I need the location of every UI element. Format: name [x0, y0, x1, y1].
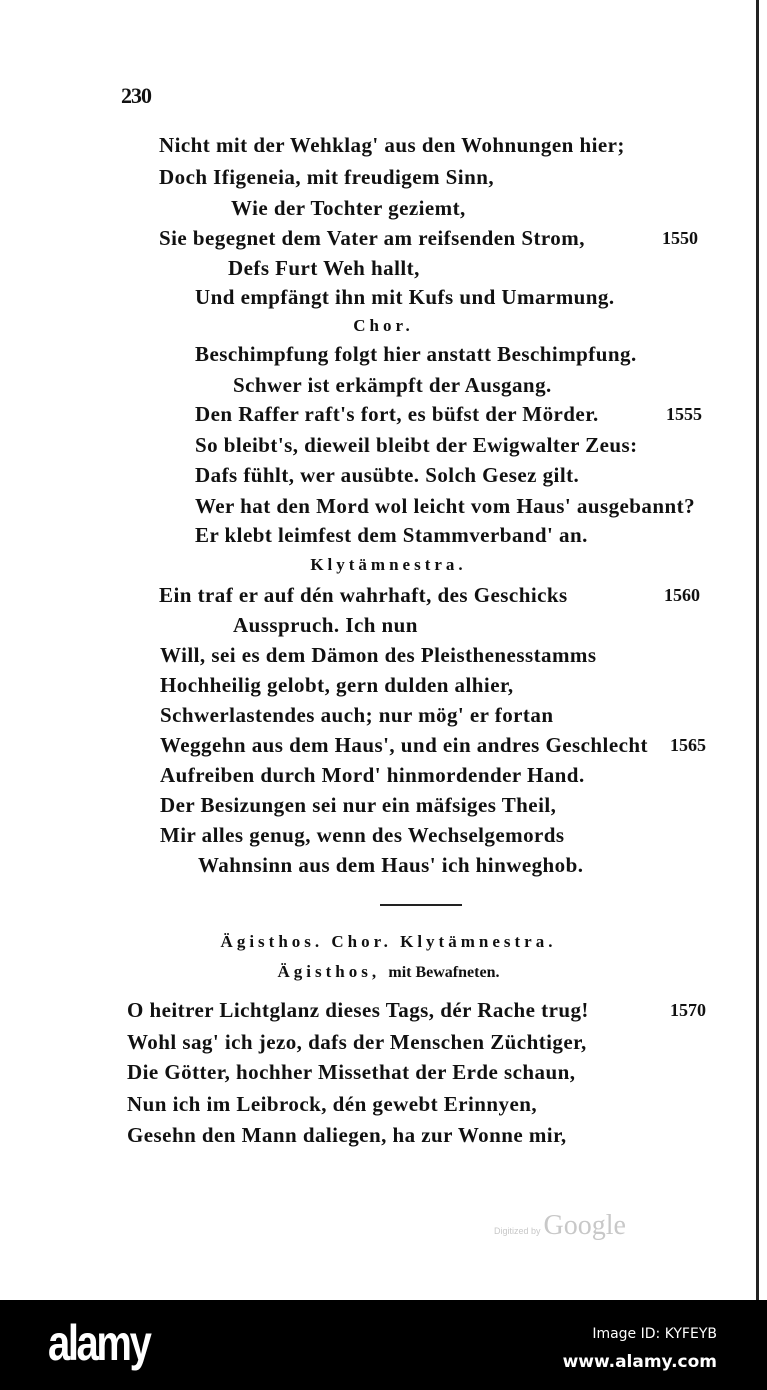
verse-line: Ausspruch. Ich nun	[233, 613, 418, 637]
google-logo: Google	[543, 1210, 626, 1241]
line-number: 1555	[666, 404, 702, 424]
verse-line: Schwer ist erkämpft der Ausgang.	[233, 373, 552, 397]
verse-line: Nicht mit der Wehklag' aus den Wohnungen hier;	[159, 133, 625, 157]
digitized-by-label: Digitized by	[494, 1226, 541, 1236]
section-divider	[380, 904, 462, 906]
verse-line: Wahnsinn aus dem Haus' ich hinweghob.	[198, 853, 584, 877]
line-number: 1570	[670, 1000, 706, 1020]
verse-line: Die Götter, hochher Missethat der Erde schaun,	[127, 1060, 576, 1084]
alamy-url: www.alamy.com	[562, 1352, 717, 1372]
image-id: Image ID: KYFEYB	[592, 1326, 717, 1342]
verse-line: Den Raffer raft's fort, es büfst der Mörder.	[195, 402, 599, 426]
verse-line: Will, sei es dem Dämon des Pleisthenesstamms	[160, 643, 597, 667]
verse-line: Gesehn den Mann daliegen, ha zur Wonne mir,	[127, 1123, 567, 1147]
verse-line: Schwerlastendes auch; nur mög' er fortan	[160, 703, 554, 727]
verse-line: Und empfängt ihn mit Kufs und Umarmung.	[195, 285, 615, 309]
verse-line: Hochheilig gelobt, gern dulden alhier,	[160, 673, 514, 697]
verse-line: Wer hat den Mord wol leicht vom Haus' ausgebannt?	[195, 494, 696, 518]
speaker-heading: Klytämnestra.	[310, 555, 467, 574]
verse-line: Nun ich im Leibrock, dén gewebt Erinnyen,	[127, 1092, 538, 1116]
verse-line: Beschimpfung folgt hier anstatt Beschimpfung.	[195, 342, 637, 366]
verse-line: Er klebt leimfest dem Stammverband' an.	[195, 523, 588, 547]
verse-line: Defs Furt Weh hallt,	[228, 256, 420, 280]
page-edge	[756, 0, 759, 1300]
line-number: 1565	[670, 735, 706, 755]
verse-line: O heitrer Lichtglanz dieses Tags, dér Rache trug!	[127, 998, 589, 1022]
speaker-heading: Chor.	[353, 316, 414, 335]
line-number: 1560	[664, 585, 700, 605]
verse-line: Wie der Tochter geziemt,	[231, 196, 466, 220]
verse-line: Mir alles genug, wenn des Wechselgemords	[160, 823, 565, 847]
verse-line: Sie begegnet dem Vater am reifsenden Strom,	[159, 226, 585, 250]
verse-line: Aufreiben durch Mord' hinmordender Hand.	[160, 763, 585, 787]
verse-line: Dafs fühlt, wer ausübte. Solch Gesez gilt.	[195, 463, 580, 487]
page-number: 230	[121, 83, 151, 108]
verse-line: Der Besizungen sei nur ein mäfsiges Theil,	[160, 793, 557, 817]
speaker-name: Ägisthos,	[277, 962, 381, 981]
verse-line: So bleibt's, dieweil bleibt der Ewigwalter Zeus:	[195, 433, 638, 457]
alamy-logo: alamy	[48, 1315, 150, 1371]
verse-line: Weggehn aus dem Haus', und ein andres Geschlecht	[160, 733, 648, 757]
scene-heading: Ägisthos. Chor. Klytämnestra.	[220, 932, 557, 951]
stage-direction: mit Bewafneten.	[388, 964, 500, 981]
verse-line: Doch Ifigeneia, mit freudigem Sinn,	[159, 165, 495, 189]
alamy-footer-bar	[0, 1300, 767, 1390]
verse-line: Wohl sag' ich jezo, dafs der Menschen Züchtiger,	[127, 1030, 587, 1054]
google-digitized-watermark	[494, 1210, 626, 1242]
speaker-heading	[5, 961, 767, 984]
line-number: 1550	[662, 228, 698, 248]
verse-line: Ein traf er auf dén wahrhaft, des Geschicks	[159, 583, 568, 607]
